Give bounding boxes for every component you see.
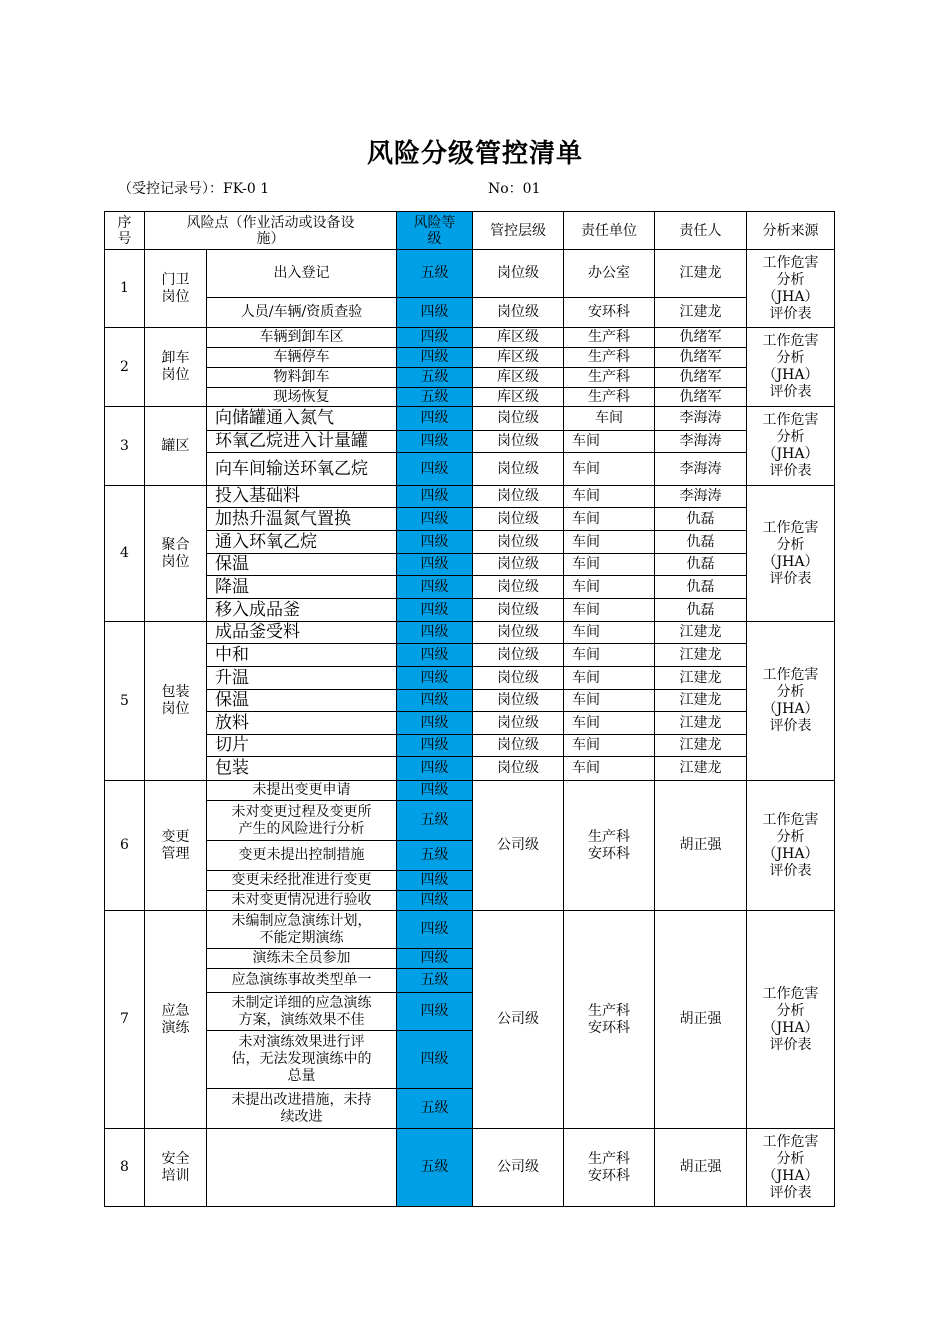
document-number: No：01 — [488, 181, 541, 197]
risk-level: 四级 — [397, 407, 473, 431]
group-name: 卸车 岗位 — [145, 328, 207, 407]
table-row — [105, 250, 835, 298]
risk-point: 现场恢复 — [207, 388, 397, 407]
risk-point — [207, 1129, 397, 1207]
header-responsible-unit: 责任单位 — [564, 212, 655, 250]
analysis-source: 工作危害 分析 （JHA） 评价表 — [747, 250, 835, 328]
responsible-person: 胡正强 — [655, 781, 747, 911]
record-number: （受控记录号）：FK-0 1 — [118, 181, 270, 197]
responsible-unit: 车间 — [564, 508, 655, 531]
risk-point: 车辆停车 — [207, 348, 397, 368]
table-row — [105, 712, 835, 735]
control-level: 岗位级 — [473, 431, 564, 453]
control-level: 公司级 — [473, 1129, 564, 1207]
responsible-person: 仇磊 — [655, 554, 747, 576]
risk-point: 出入登记 — [207, 250, 397, 298]
analysis-source: 工作危害 分析 （JHA） 评价表 — [747, 911, 835, 1129]
risk-level: 四级 — [397, 328, 473, 348]
control-level: 岗位级 — [473, 757, 564, 781]
group-name: 包装 岗位 — [145, 622, 207, 781]
responsible-person: 胡正强 — [655, 911, 747, 1129]
group-name: 安全 培训 — [145, 1129, 207, 1207]
risk-level: 四级 — [397, 508, 473, 531]
responsible-person: 仇绪军 — [655, 368, 747, 388]
risk-level: 四级 — [397, 911, 473, 949]
risk-level: 四级 — [397, 431, 473, 453]
responsible-unit: 车间 — [564, 735, 655, 757]
risk-level: 四级 — [397, 891, 473, 911]
control-level: 岗位级 — [473, 531, 564, 554]
risk-level: 四级 — [397, 622, 473, 644]
risk-level: 四级 — [397, 298, 473, 328]
table-row — [105, 667, 835, 690]
risk-level: 四级 — [397, 667, 473, 690]
table-row — [105, 508, 835, 531]
risk-level: 四级 — [397, 712, 473, 735]
risk-level: 四级 — [397, 871, 473, 891]
responsible-unit: 车间 — [564, 554, 655, 576]
group-name: 变更 管理 — [145, 781, 207, 911]
header-analysis-source: 分析来源 — [747, 212, 835, 250]
responsible-person: 江建龙 — [655, 250, 747, 298]
risk-point: 中和 — [207, 644, 397, 667]
control-level: 岗位级 — [473, 644, 564, 667]
table-row — [105, 328, 835, 348]
risk-level: 五级 — [397, 368, 473, 388]
responsible-unit: 车间 — [564, 531, 655, 554]
analysis-source: 工作危害 分析 （JHA） 评价表 — [747, 1129, 835, 1207]
responsible-unit: 车间 — [564, 667, 655, 690]
risk-point: 向车间输送环氧乙烷 — [207, 453, 397, 486]
page-title: 风险分级管控清单 — [366, 139, 583, 169]
risk-level: 四级 — [397, 757, 473, 781]
responsible-person: 仇绪军 — [655, 388, 747, 407]
analysis-source: 工作危害 分析 （JHA） 评价表 — [747, 407, 835, 486]
control-level: 库区级 — [473, 388, 564, 407]
risk-point: 放料 — [207, 712, 397, 735]
table-row — [105, 368, 835, 388]
risk-level: 四级 — [397, 348, 473, 368]
group-name: 聚合 岗位 — [145, 486, 207, 622]
risk-level: 四级 — [397, 576, 473, 599]
responsible-unit: 车间 — [564, 599, 655, 622]
risk-level: 五级 — [397, 969, 473, 993]
risk-level: 四级 — [397, 735, 473, 757]
responsible-person: 仇磊 — [655, 531, 747, 554]
responsible-unit: 车间 — [564, 690, 655, 712]
risk-point: 包装 — [207, 757, 397, 781]
analysis-source: 工作危害 分析 （JHA） 评价表 — [747, 781, 835, 911]
table-row — [105, 531, 835, 554]
responsible-person: 江建龙 — [655, 735, 747, 757]
header-row — [105, 212, 835, 250]
risk-level: 四级 — [397, 949, 473, 969]
risk-point: 移入成品釜 — [207, 599, 397, 622]
table-row — [105, 576, 835, 599]
responsible-unit: 车间 — [564, 576, 655, 599]
risk-point: 环氧乙烷进入计量罐 — [207, 431, 397, 453]
responsible-unit: 车间 — [564, 757, 655, 781]
risk-point: 变更未经批准进行变更 — [207, 871, 397, 891]
control-level: 岗位级 — [473, 250, 564, 298]
table-row — [105, 407, 835, 431]
responsible-person: 江建龙 — [655, 298, 747, 328]
risk-point: 切片 — [207, 735, 397, 757]
risk-level: 四级 — [397, 644, 473, 667]
risk-level: 五级 — [397, 1129, 473, 1207]
table-row — [105, 911, 835, 949]
header-seq: 序 号 — [105, 212, 145, 250]
responsible-unit: 生产科 安环科 — [564, 781, 655, 911]
risk-point: 未对变更过程及变更所 产生的风险进行分析 — [207, 801, 397, 841]
risk-point: 未对演练效果进行评 估，无法发现演练中的 总量 — [207, 1031, 397, 1089]
table-row — [105, 431, 835, 453]
risk-point: 未提出变更申请 — [207, 781, 397, 801]
risk-point: 降温 — [207, 576, 397, 599]
responsible-unit: 车间 — [564, 486, 655, 508]
table-row — [105, 735, 835, 757]
risk-point: 保温 — [207, 554, 397, 576]
group-seq: 8 — [105, 1129, 145, 1207]
group-seq: 7 — [105, 911, 145, 1129]
risk-level: 五级 — [397, 1089, 473, 1129]
group-seq: 3 — [105, 407, 145, 486]
header-risk-level: 风险等 级 — [397, 212, 473, 250]
control-level: 岗位级 — [473, 735, 564, 757]
responsible-unit: 生产科 — [564, 328, 655, 348]
control-level: 公司级 — [473, 911, 564, 1129]
risk-level: 四级 — [397, 690, 473, 712]
table-row — [105, 348, 835, 368]
responsible-unit: 生产科 — [564, 368, 655, 388]
control-level: 岗位级 — [473, 599, 564, 622]
table-row — [105, 1129, 835, 1207]
table-row — [105, 486, 835, 508]
table-row — [105, 644, 835, 667]
group-name: 门卫 岗位 — [145, 250, 207, 328]
control-level: 库区级 — [473, 328, 564, 348]
responsible-person: 江建龙 — [655, 757, 747, 781]
control-level: 库区级 — [473, 348, 564, 368]
responsible-unit: 生产科 安环科 — [564, 911, 655, 1129]
control-level: 库区级 — [473, 368, 564, 388]
table-row — [105, 757, 835, 781]
analysis-source: 工作危害 分析 （JHA） 评价表 — [747, 328, 835, 407]
responsible-person: 江建龙 — [655, 712, 747, 735]
responsible-person: 仇绪军 — [655, 348, 747, 368]
risk-level: 四级 — [397, 486, 473, 508]
risk-level: 五级 — [397, 388, 473, 407]
table-row — [105, 690, 835, 712]
risk-level: 五级 — [397, 250, 473, 298]
header-risk-point: 风险点（作业活动或设备设 施） — [145, 212, 397, 250]
risk-point: 变更未提出控制措施 — [207, 841, 397, 871]
table-row — [105, 453, 835, 486]
responsible-person: 仇绪军 — [655, 328, 747, 348]
responsible-unit: 车间 — [564, 712, 655, 735]
risk-point: 演练未全员参加 — [207, 949, 397, 969]
control-level: 岗位级 — [473, 667, 564, 690]
group-seq: 4 — [105, 486, 145, 622]
responsible-person: 李海涛 — [655, 453, 747, 486]
responsible-person: 李海涛 — [655, 486, 747, 508]
risk-level: 四级 — [397, 453, 473, 486]
control-level: 岗位级 — [473, 622, 564, 644]
analysis-source: 工作危害 分析 （JHA） 评价表 — [747, 622, 835, 781]
control-level: 岗位级 — [473, 486, 564, 508]
responsible-person: 江建龙 — [655, 690, 747, 712]
table-row — [105, 388, 835, 407]
responsible-person: 胡正强 — [655, 1129, 747, 1207]
responsible-unit: 生产科 — [564, 348, 655, 368]
risk-point: 加热升温氮气置换 — [207, 508, 397, 531]
risk-point: 投入基础料 — [207, 486, 397, 508]
analysis-source: 工作危害 分析 （JHA） 评价表 — [747, 486, 835, 622]
risk-point: 未编制应急演练计划， 不能定期演练 — [207, 911, 397, 949]
responsible-unit: 办公室 — [564, 250, 655, 298]
risk-level: 四级 — [397, 599, 473, 622]
responsible-person: 李海涛 — [655, 407, 747, 431]
risk-point: 未提出改进措施，未持 续改进 — [207, 1089, 397, 1129]
risk-point: 通入环氧乙烷 — [207, 531, 397, 554]
risk-point: 人员/车辆/资质查验 — [207, 298, 397, 328]
header-responsible-person: 责任人 — [655, 212, 747, 250]
header-control-level: 管控层级 — [473, 212, 564, 250]
responsible-person: 江建龙 — [655, 667, 747, 690]
control-level: 岗位级 — [473, 554, 564, 576]
responsible-unit: 车间 — [564, 622, 655, 644]
risk-level: 四级 — [397, 781, 473, 801]
risk-point: 未对变更情况进行验收 — [207, 891, 397, 911]
group-name: 应急 演练 — [145, 911, 207, 1129]
responsible-person: 仇磊 — [655, 508, 747, 531]
control-level: 岗位级 — [473, 576, 564, 599]
group-seq: 5 — [105, 622, 145, 781]
risk-point: 保温 — [207, 690, 397, 712]
responsible-unit: 车间 — [564, 453, 655, 486]
risk-point: 向储罐通入氮气 — [207, 407, 397, 431]
control-level: 岗位级 — [473, 453, 564, 486]
responsible-unit: 安环科 — [564, 298, 655, 328]
group-seq: 6 — [105, 781, 145, 911]
responsible-unit: 生产科 安环科 — [564, 1129, 655, 1207]
group-seq: 2 — [105, 328, 145, 407]
group-name: 罐区 — [145, 407, 207, 486]
risk-level: 四级 — [397, 531, 473, 554]
responsible-unit: 车间 — [564, 431, 655, 453]
responsible-unit: 车间 — [564, 407, 655, 431]
risk-level: 四级 — [397, 554, 473, 576]
risk-level: 五级 — [397, 841, 473, 871]
control-level: 岗位级 — [473, 690, 564, 712]
risk-point: 未制定详细的应急演练 方案，演练效果不佳 — [207, 993, 397, 1031]
responsible-person: 江建龙 — [655, 644, 747, 667]
risk-control-table — [104, 211, 835, 1207]
risk-level: 四级 — [397, 1031, 473, 1089]
responsible-unit: 生产科 — [564, 388, 655, 407]
risk-point: 成品釜受料 — [207, 622, 397, 644]
risk-point: 升温 — [207, 667, 397, 690]
risk-level: 四级 — [397, 993, 473, 1031]
control-level: 岗位级 — [473, 407, 564, 431]
responsible-person: 仇磊 — [655, 599, 747, 622]
control-level: 岗位级 — [473, 712, 564, 735]
risk-point: 车辆到卸车区 — [207, 328, 397, 348]
table-row — [105, 554, 835, 576]
responsible-person: 仇磊 — [655, 576, 747, 599]
risk-point: 应急演练事故类型单一 — [207, 969, 397, 993]
control-level: 岗位级 — [473, 298, 564, 328]
table-row — [105, 781, 835, 801]
risk-level: 五级 — [397, 801, 473, 841]
control-level: 岗位级 — [473, 508, 564, 531]
table-row — [105, 622, 835, 644]
table-row — [105, 599, 835, 622]
responsible-unit: 车间 — [564, 644, 655, 667]
group-seq: 1 — [105, 250, 145, 328]
responsible-person: 江建龙 — [655, 622, 747, 644]
responsible-person: 李海涛 — [655, 431, 747, 453]
table-row — [105, 298, 835, 328]
risk-point: 物料卸车 — [207, 368, 397, 388]
control-level: 公司级 — [473, 781, 564, 911]
